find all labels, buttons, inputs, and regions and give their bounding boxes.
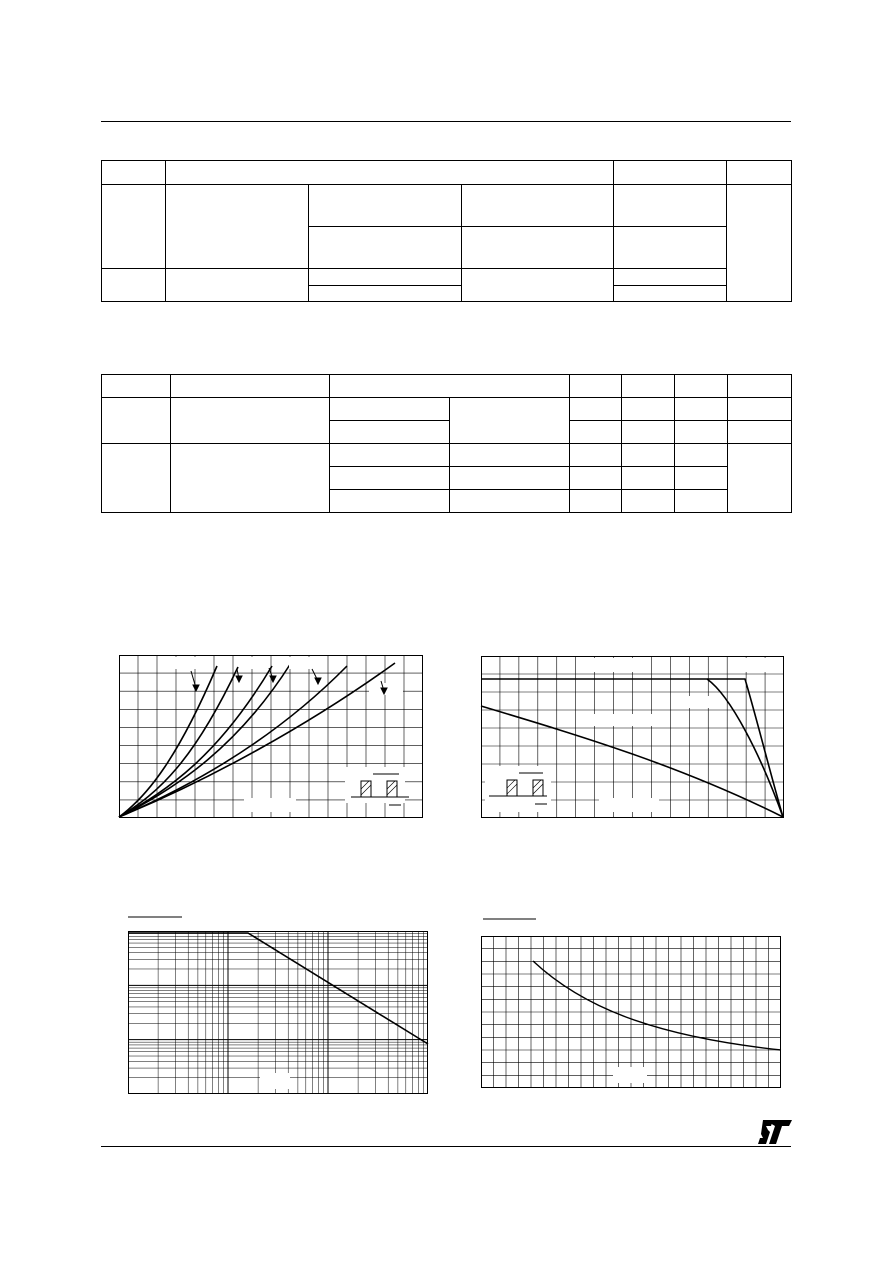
table-2-header-cell bbox=[622, 375, 675, 398]
figure-1-curve bbox=[119, 667, 238, 817]
table-1-cell bbox=[309, 269, 462, 286]
figure-2-label-box bbox=[589, 714, 661, 726]
table-2-header-cell bbox=[102, 375, 171, 398]
table-2-cell bbox=[675, 398, 728, 421]
table-2-cell bbox=[450, 490, 570, 513]
footer-rule bbox=[101, 1146, 791, 1147]
table-2-cell bbox=[622, 467, 675, 490]
figure-2-label-box bbox=[686, 696, 714, 708]
figure-2-inset-pulse bbox=[533, 780, 543, 796]
figure-2 bbox=[481, 656, 784, 818]
figure-1-label-box bbox=[289, 657, 311, 669]
table-1-cell bbox=[462, 227, 614, 269]
figure-1-inset-pulse bbox=[387, 781, 397, 797]
table-2-header-cell bbox=[171, 375, 330, 398]
figure-1-inset bbox=[345, 767, 409, 805]
table-2-cell bbox=[570, 467, 622, 490]
table-2-cell bbox=[330, 490, 450, 513]
figure-2-plot bbox=[481, 656, 784, 818]
figure-3 bbox=[128, 914, 428, 1094]
figure-2-label-box bbox=[743, 658, 779, 672]
table-1-cell bbox=[166, 185, 309, 269]
st-logo-icon bbox=[758, 1120, 792, 1144]
table-1-cell bbox=[102, 269, 166, 302]
figure-4-grid bbox=[481, 936, 781, 1088]
table-2-cell bbox=[171, 398, 330, 444]
table-1-cell bbox=[309, 185, 462, 227]
table-1-header-cell bbox=[727, 161, 792, 185]
table-1-cell bbox=[614, 286, 727, 302]
table-2-cell bbox=[171, 444, 330, 513]
table-2-cell bbox=[450, 467, 570, 490]
figure-1-arrows bbox=[191, 668, 387, 694]
figure-2-inset-pulse bbox=[507, 780, 517, 796]
figure-2-label-boxes bbox=[589, 658, 779, 812]
figure-1-plot bbox=[119, 655, 423, 818]
table-2-cell bbox=[570, 398, 622, 421]
table-2-cell bbox=[728, 444, 792, 513]
figure-2-inset bbox=[485, 766, 551, 812]
table-1-cell bbox=[614, 185, 727, 227]
table-2-cell bbox=[622, 490, 675, 513]
table-2-cell bbox=[675, 490, 728, 513]
table-1 bbox=[101, 160, 792, 302]
table-2-cell bbox=[450, 444, 570, 467]
figure-1-label-box bbox=[239, 657, 261, 669]
figure-3-curve bbox=[128, 933, 428, 1044]
table-2-cell bbox=[622, 398, 675, 421]
table-1-header-cell bbox=[102, 161, 166, 185]
table-1-cell bbox=[102, 185, 166, 269]
table-2-cell bbox=[450, 398, 570, 444]
table-1-cell bbox=[462, 269, 614, 302]
table-1-cell bbox=[309, 227, 462, 269]
figure-4-label-box bbox=[613, 1067, 647, 1083]
table-2 bbox=[101, 374, 792, 513]
table-1-cell bbox=[614, 269, 727, 286]
table-2-cell bbox=[728, 421, 792, 444]
figure-3-frame bbox=[129, 932, 428, 1094]
table-2-header-cell bbox=[675, 375, 728, 398]
table-1-cell bbox=[727, 185, 792, 302]
table-2-cell bbox=[570, 421, 622, 444]
figure-1-inset-pulse bbox=[361, 781, 371, 797]
table-2-cell bbox=[675, 444, 728, 467]
table-2-header-cell bbox=[330, 375, 570, 398]
table-2-cell bbox=[570, 444, 622, 467]
table-2-cell bbox=[675, 421, 728, 444]
table-2-header-cell bbox=[728, 375, 792, 398]
header-rule bbox=[101, 121, 791, 122]
figure-2-label-box bbox=[589, 658, 651, 672]
figure-2-curve bbox=[707, 679, 783, 817]
table-2-cell bbox=[330, 467, 450, 490]
table-2-header-cell bbox=[570, 375, 622, 398]
table-2-cell bbox=[570, 490, 622, 513]
table-1-header-cell bbox=[614, 161, 727, 185]
figure-3-plot bbox=[128, 914, 428, 1094]
figure-1-label-box bbox=[244, 798, 296, 812]
table-2-cell bbox=[728, 398, 792, 421]
table-2-cell bbox=[622, 421, 675, 444]
table-2-cell bbox=[330, 398, 450, 421]
table-2-cell bbox=[330, 444, 450, 467]
figure-2-label-box bbox=[599, 798, 659, 812]
table-2-cell bbox=[102, 444, 171, 513]
figure-3-label-box bbox=[260, 1073, 290, 1089]
table-1-cell bbox=[462, 185, 614, 227]
table-2-cell bbox=[102, 398, 171, 444]
figure-4 bbox=[481, 914, 781, 1088]
table-1-cell bbox=[614, 227, 727, 269]
figure-4-plot bbox=[481, 914, 781, 1088]
table-2-cell bbox=[330, 421, 450, 444]
table-1-cell bbox=[166, 269, 309, 302]
table-1-cell bbox=[309, 286, 462, 302]
table-2-cell bbox=[622, 444, 675, 467]
st-logo bbox=[758, 1120, 792, 1149]
figure-1 bbox=[119, 655, 423, 818]
figure-1-label-box bbox=[174, 657, 200, 669]
figure-3-grid bbox=[128, 931, 428, 1094]
table-1-header-cell bbox=[166, 161, 614, 185]
table-2-cell bbox=[675, 467, 728, 490]
